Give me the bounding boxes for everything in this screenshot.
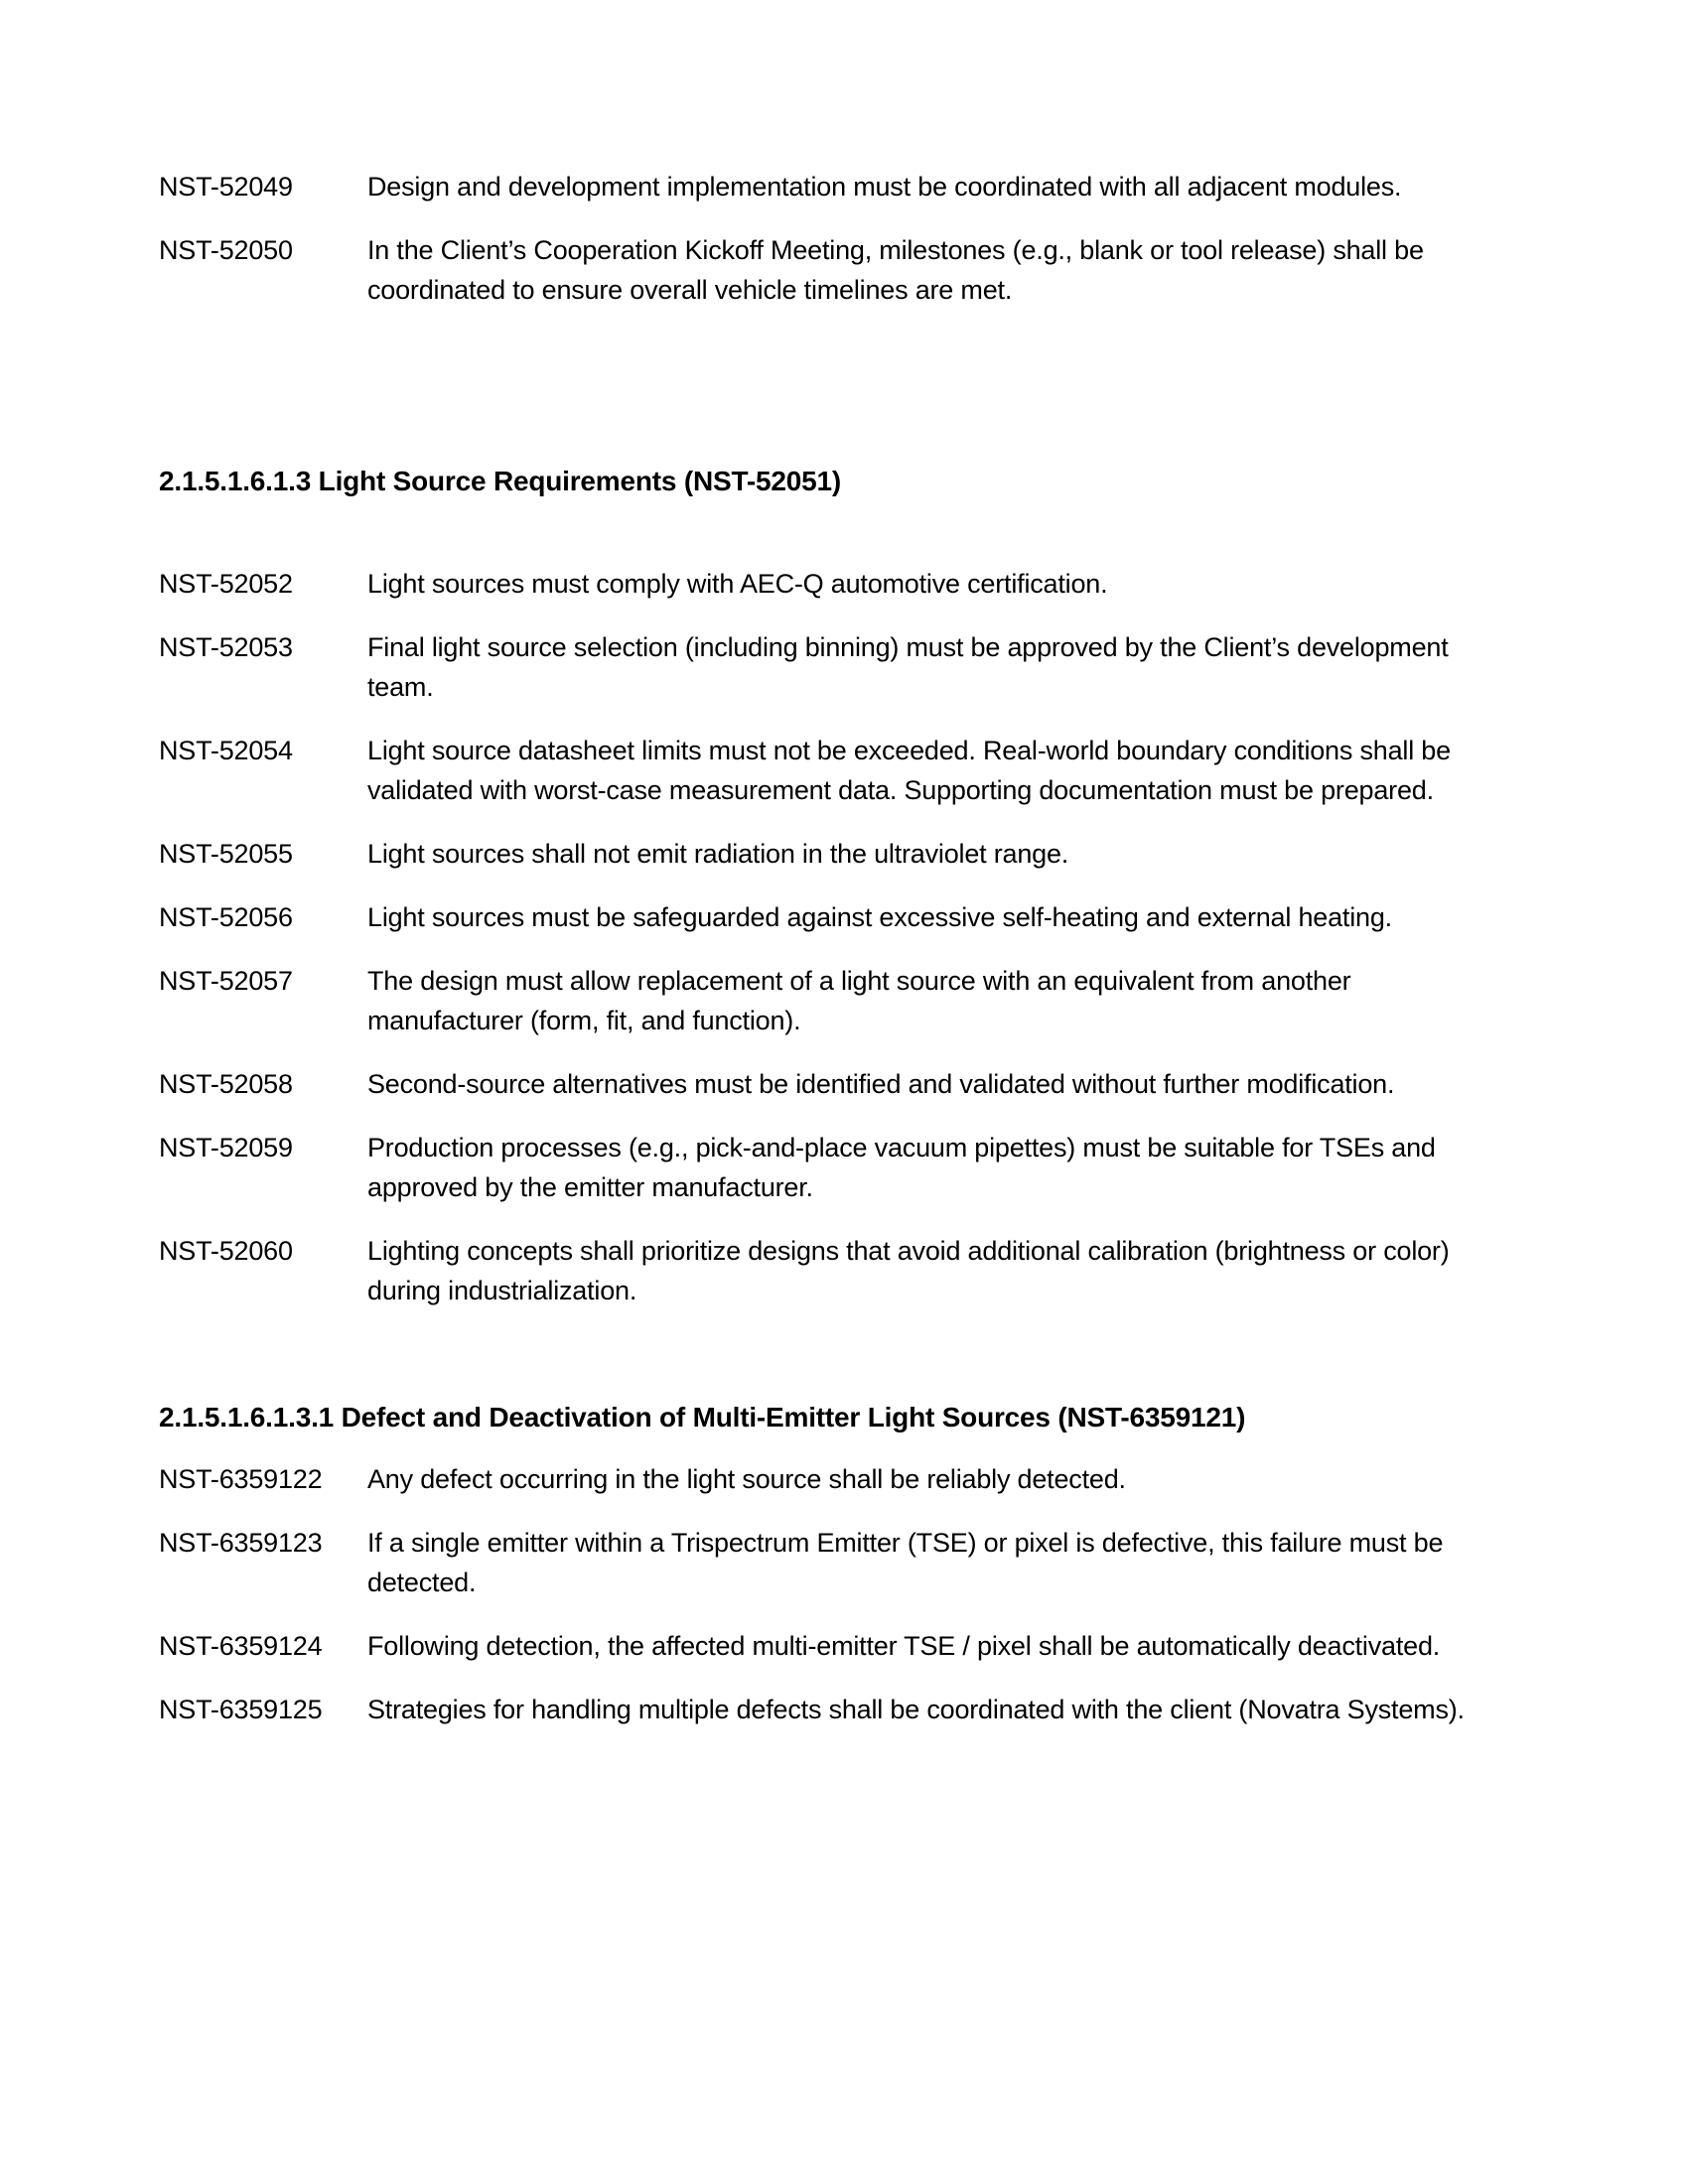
- requirement-text: If a single emitter within a Trispectrum Emitter (TSE) or pixel is defective, this failure must be detected.: [367, 1528, 1444, 1597]
- requirement-text: Production processes (e.g., pick-and-place vacuum pipettes) must be suitable for TSEs and approved by the emitter manufacturer.: [367, 1133, 1436, 1202]
- requirement-id: NST-52055: [159, 839, 293, 869]
- requirement-text: Following detection, the affected multi-emitter TSE / pixel shall be automatically deactivated.: [367, 1631, 1441, 1661]
- requirement-id: NST-52057: [159, 966, 293, 996]
- requirement-text: Light source datasheet limits must not be exceeded. Real-world boundary conditions shall be validated with worst-case measurement data. Supporting documentation must be prepared.: [367, 736, 1451, 805]
- requirement-id: NST-6359123: [159, 1528, 323, 1558]
- requirement-id: NST-52049: [159, 172, 293, 202]
- requirement-text: Light sources must comply with AEC-Q automotive certification.: [367, 569, 1108, 599]
- requirement-id: NST-52060: [159, 1236, 293, 1266]
- requirement-id: NST-6359122: [159, 1464, 323, 1494]
- requirement-row: [159, 897, 1524, 937]
- requirement-row: [159, 230, 1524, 310]
- requirement-row: [159, 961, 1524, 1040]
- requirement-text: The design must allow replacement of a light source with an equivalent from another manufacturer (form, fit, and function).: [367, 966, 1351, 1035]
- requirement-row: [159, 834, 1524, 874]
- requirement-text: Lighting concepts shall prioritize designs that avoid additional calibration (brightness or color) during industrialization.: [367, 1236, 1450, 1305]
- requirement-text: Light sources must be safeguarded against excessive self-heating and external heating.: [367, 902, 1392, 932]
- requirement-text: Any defect occurring in the light source shall be reliably detected.: [367, 1464, 1126, 1494]
- requirement-row: [159, 731, 1524, 810]
- requirement-row: [159, 1459, 1524, 1499]
- requirement-row: [159, 1626, 1524, 1666]
- requirement-text: Design and development implementation must be coordinated with all adjacent modules.: [367, 172, 1402, 202]
- requirement-id: NST-52050: [159, 235, 293, 265]
- section-heading-defect-deactivation: 2.1.5.1.6.1.3.1 Defect and Deactivation of Multi-Emitter Light Sources (NST-6359121): [159, 1402, 1246, 1433]
- requirement-text: Light sources shall not emit radiation in the ultraviolet range.: [367, 839, 1069, 869]
- requirement-row: [159, 1523, 1524, 1602]
- requirement-row: [159, 564, 1524, 604]
- requirement-id: NST-52056: [159, 902, 293, 932]
- requirement-id: NST-6359124: [159, 1631, 323, 1661]
- requirement-row: [159, 1231, 1524, 1310]
- requirement-text: Final light source selection (including binning) must be approved by the Client’s development team.: [367, 632, 1449, 702]
- requirement-id: NST-52059: [159, 1133, 293, 1162]
- requirement-row: [159, 1690, 1524, 1729]
- requirement-id: NST-52052: [159, 569, 293, 599]
- requirement-row: [159, 627, 1524, 707]
- requirement-id: NST-6359125: [159, 1695, 323, 1724]
- section-heading-light-source-requirements: 2.1.5.1.6.1.3 Light Source Requirements (NST-52051): [159, 466, 841, 496]
- requirement-id: NST-52058: [159, 1069, 293, 1099]
- requirement-text: In the Client’s Cooperation Kickoff Meeting, milestones (e.g., blank or tool release) shall be coordinated to ensure overall vehicle timelines are met.: [367, 235, 1424, 305]
- requirement-id: NST-52053: [159, 632, 293, 662]
- requirement-id: NST-52054: [159, 736, 293, 765]
- requirement-text: Strategies for handling multiple defects shall be coordinated with the client (Novatra Systems).: [367, 1695, 1465, 1724]
- requirement-row: [159, 1064, 1524, 1104]
- requirement-row: [159, 167, 1524, 206]
- requirement-text: Second-source alternatives must be identified and validated without further modification.: [367, 1069, 1395, 1099]
- requirement-row: [159, 1128, 1524, 1207]
